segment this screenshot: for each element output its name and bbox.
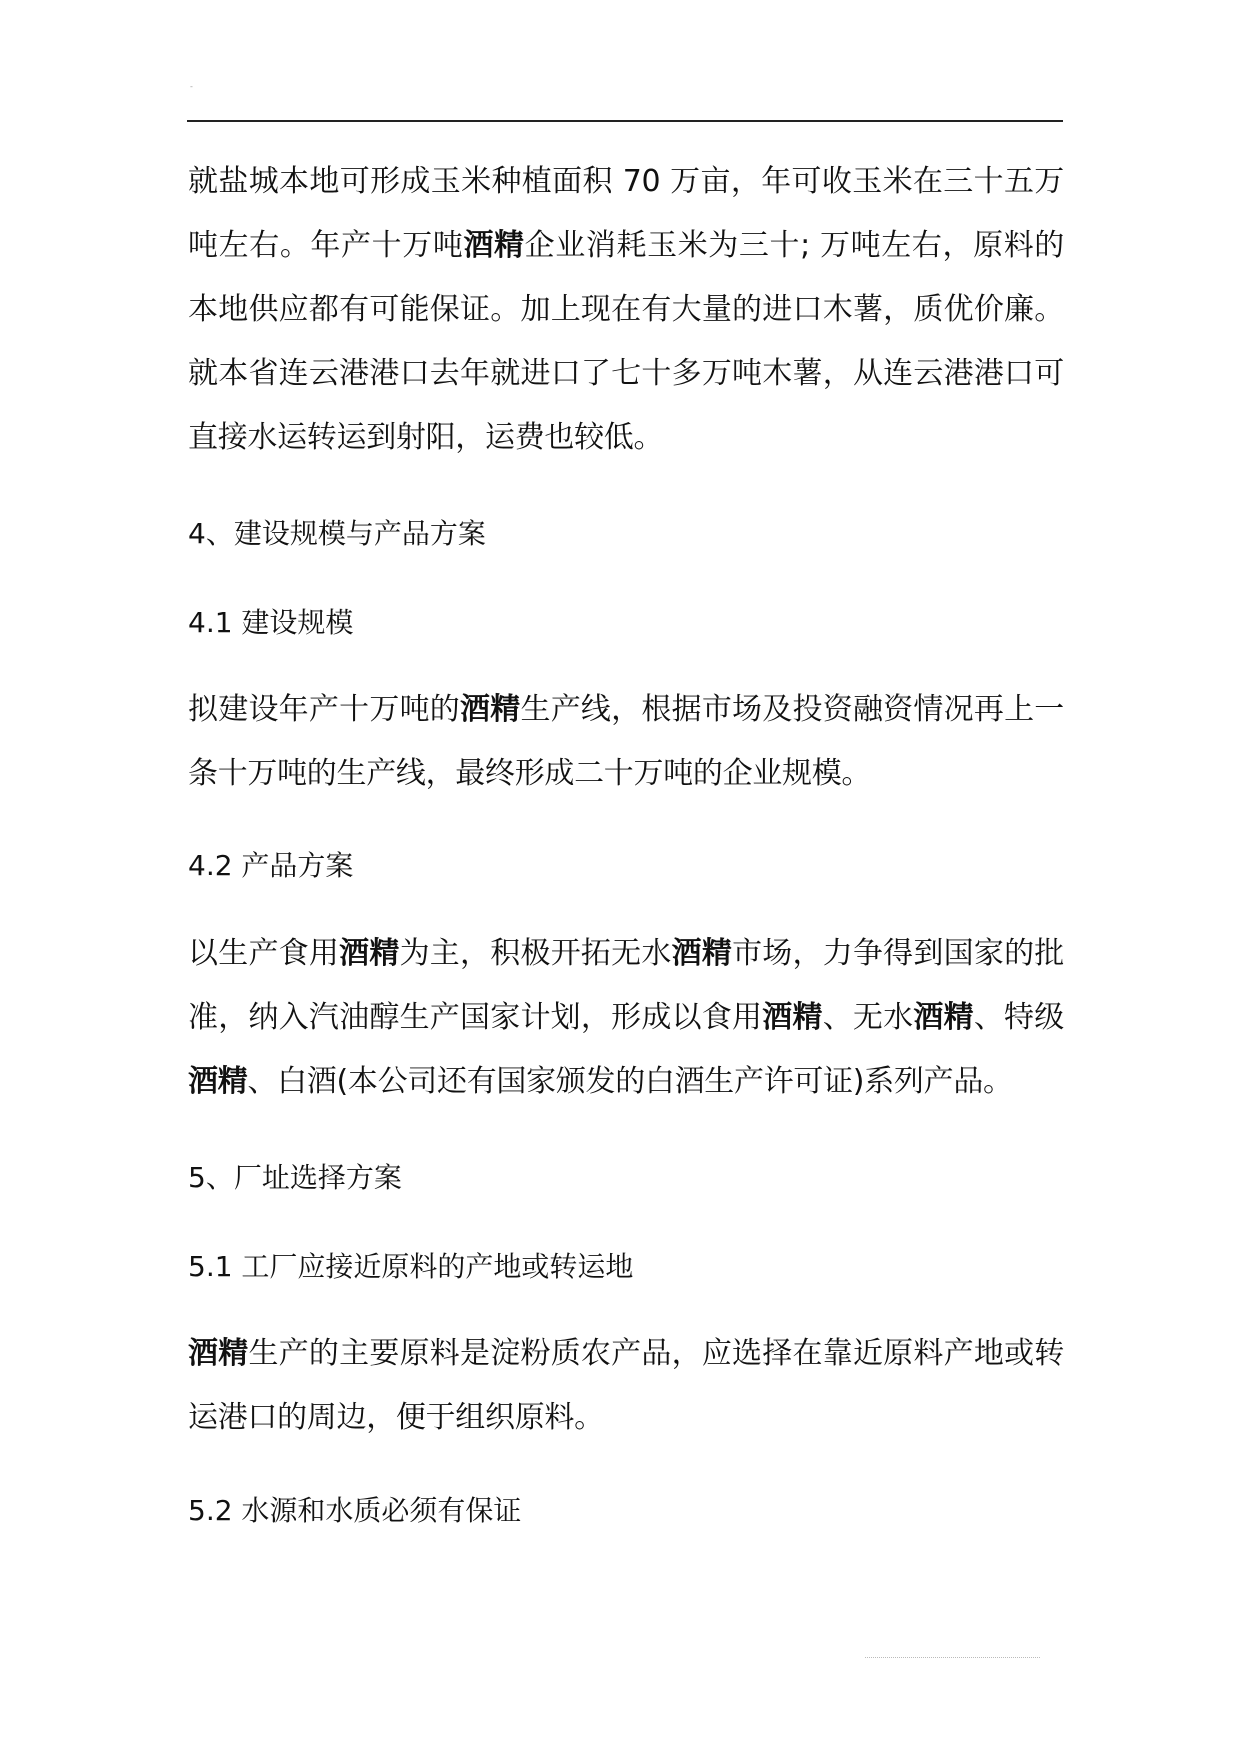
footer-rule [865, 1657, 1040, 1658]
section-heading-4: 4、建设规模与产品方案 [188, 517, 486, 550]
header-rule [187, 120, 1063, 122]
subsection-heading-4-1: 4.1 建设规模 [188, 606, 354, 639]
subsection-heading-5-1: 5.1 工厂应接近原料的产地或转运地 [188, 1250, 634, 1283]
subsection-heading-5-2: 5.2 水源和水质必须有保证 [188, 1494, 522, 1527]
paragraph-scale: 拟建设年产十万吨的酒精生产线，根据市场及投资融资情况再上一条十万吨的生产线，最终形成二十万吨的企业规模。 [188, 692, 1064, 791]
paragraph-raw-material: 就盐城本地可形成玉米种植面积 70 万亩，年可收玉米在三十五万吨左右。年产十万吨酒精企业消耗玉米为三十; 万吨左右，原料的本地供应都有可能保证。加上现在有大量的进口木薯，质优价廉。就本省连云港港口去年就进口了七十多万吨木薯，从连云港港口可直接水运转运到射阳，运费也较低。 [188, 164, 1064, 455]
section-heading-5: 5、厂址选择方案 [188, 1161, 402, 1194]
paragraph-site: 酒精生产的主要原料是淀粉质农产品，应选择在靠近原料产地或转运港口的周边，便于组织原料。 [188, 1336, 1064, 1435]
subsection-heading-4-2: 4.2 产品方案 [188, 849, 354, 882]
paragraph-products: 以生产食用酒精为主，积极开拓无水酒精市场，力争得到国家的批准，纳入汽油醇生产国家计划，形成以食用酒精、无水酒精、特级酒精、白酒(本公司还有国家颁发的白酒生产许可证)系列产品。 [188, 936, 1065, 1099]
header-mark: - [190, 82, 193, 91]
